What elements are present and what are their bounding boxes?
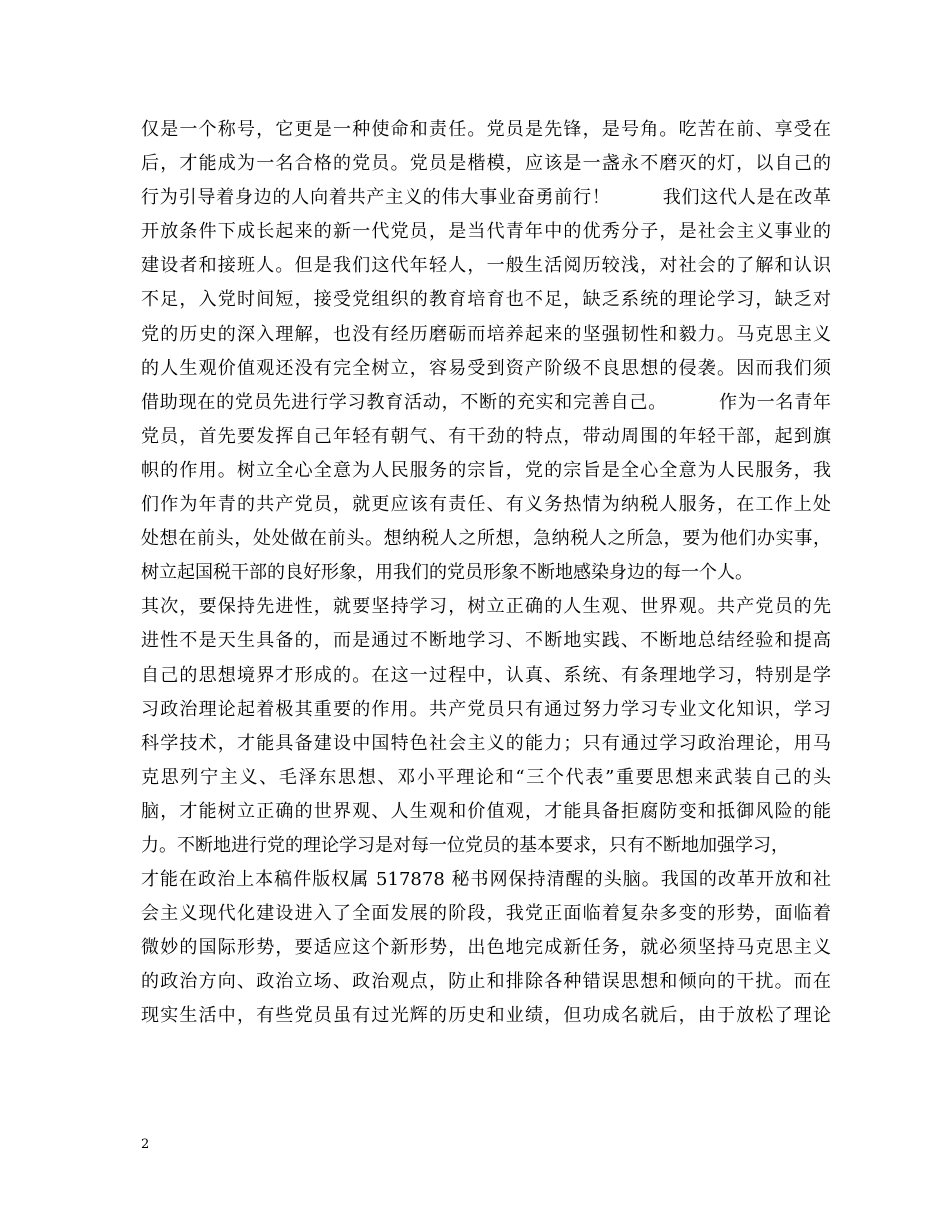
text-line: 习政治理论起着极其重要的作用。共产党员只有通过努力学习专业文化知识，学习	[141, 698, 831, 720]
text-line: 行为引导着身边的人向着共产主义的伟大事业奋勇前行！ 我们这代人是在改革	[141, 187, 831, 209]
text-line: 建设者和接班人。但是我们这代年轻人，一般生活阅历较浅，对社会的了解和认识	[141, 255, 831, 277]
text-line: 后，才能成为一名合格的党员。党员是楷模，应该是一盏永不磨灭的灯，以自己的	[141, 153, 831, 175]
text-line: 脑，才能树立正确的世界观、人生观和价值观，才能具备拒腐防变和抵御风险的能	[141, 800, 831, 822]
text-line: 力。不断地进行党的理论学习是对每一位党员的基本要求，只有不断地加强学习，	[141, 834, 789, 856]
text-line: 党的历史的深入理解，也没有经历磨砺而培养起来的坚强韧性和毅力。马克思主义	[141, 323, 831, 345]
text-line: 克思列宁主义、毛泽东思想、邓小平理论和“三个代表”重要思想来武装自己的头	[141, 766, 831, 788]
text-line: 仅是一个称号，它更是一种使命和责任。党员是先锋，是号角。吃苦在前、享受在	[141, 119, 831, 140]
text-line: 们作为年青的共产党员，就更应该有责任、有义务热情为纳税人服务，在工作上处	[141, 494, 831, 516]
text-line: 进性不是天生具备的，而是通过不断地学习、不断地实践、不断地总结经验和提高	[141, 630, 831, 652]
text-line: 处想在前头，处处做在前头。想纳税人之所想，急纳税人之所急，要为他们办实事，	[141, 528, 831, 550]
body-text	[141, 113, 831, 1034]
text-line: 才能在政治上本稿件版权属 517878 秘书网保持清醒的头脑。我国的改革开放和社	[141, 869, 831, 891]
text-line: 开放条件下成长起来的新一代党员，是当代青年中的优秀分子，是社会主义事业的	[141, 221, 831, 243]
page-number: 2	[141, 1137, 150, 1152]
text-line: 微妙的国际形势，要适应这个新形势，出色地完成新任务，就必须坚持马克思主义	[141, 937, 831, 959]
text-line: 自己的思想境界才形成的。在这一过程中，认真、系统、有条理地学习，特别是学	[141, 664, 831, 686]
text-line: 其次，要保持先进性，就要坚持学习，树立正确的人生观、世界观。共产党员的先	[141, 596, 831, 618]
text-line: 的政治方向、政治立场、政治观点，防止和排除各种错误思想和倾向的干扰。而在	[141, 971, 831, 993]
text-line: 科学技术，才能具备建设中国特色社会主义的能力；只有通过学习政治理论，用马	[141, 732, 831, 754]
text-line: 树立起国税干部的良好形象，用我们的党员形象不断地感染身边的每一个人。	[141, 562, 753, 584]
text-line: 借助现在的党员先进行学习教育活动，不断的充实和完善自己。 作为一名青年	[141, 391, 831, 413]
text-line: 的人生观价值观还没有完全树立，容易受到资产阶级不良思想的侵袭。因而我们须	[141, 357, 831, 379]
text-line: 帜的作用。树立全心全意为人民服务的宗旨，党的宗旨是全心全意为人民服务，我	[141, 459, 831, 481]
text-line: 不足，入党时间短，接受党组织的教育培育也不足，缺乏系统的理论学习，缺乏对	[141, 289, 831, 311]
text-line: 会主义现代化建设进入了全面发展的阶段，我党正面临着复杂多变的形势，面临着	[141, 903, 831, 925]
text-line: 党员，首先要发挥自己年轻有朝气、有干劲的特点，带动周围的年轻干部，起到旗	[141, 425, 831, 447]
text-line: 现实生活中，有些党员虽有过光辉的历史和业绩，但功成名就后，由于放松了理论	[141, 1005, 831, 1027]
